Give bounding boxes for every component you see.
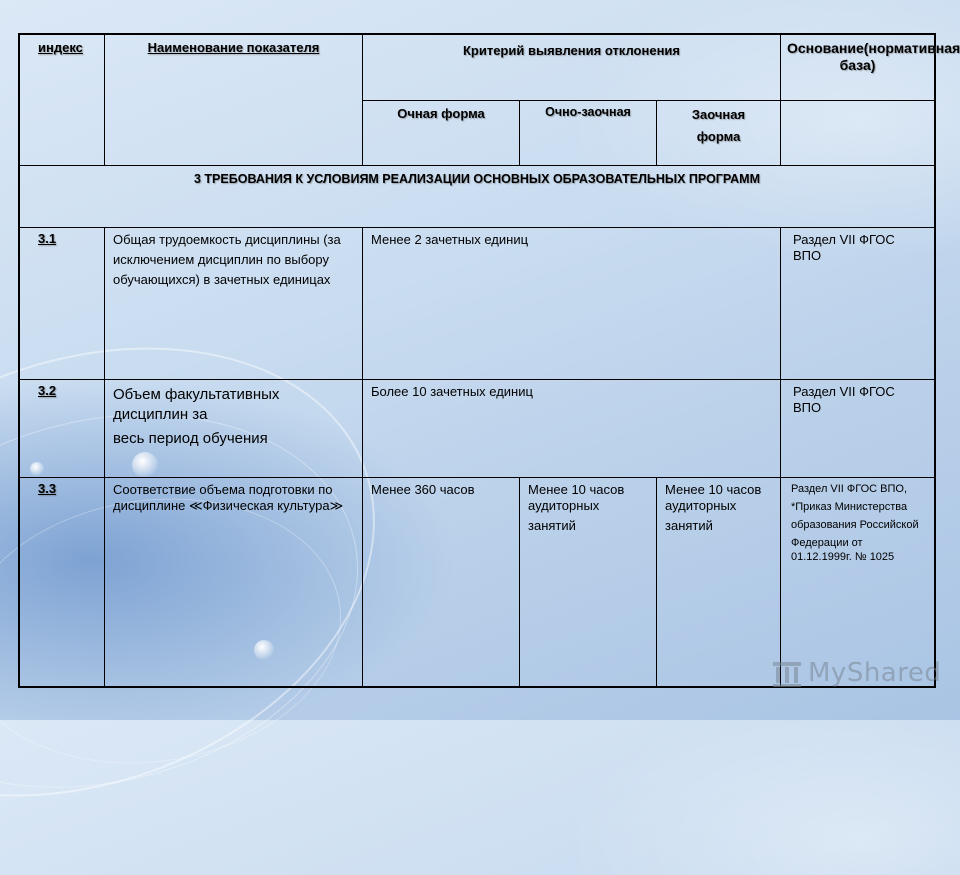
row-name-line: обучающихся) в зачетных единицах	[113, 272, 331, 287]
row-name-line: весь период обучения	[113, 430, 268, 447]
requirements-table	[18, 33, 960, 688]
watermark-text: MyShared	[808, 658, 942, 688]
header-criterion: Критерий выявления отклонения	[362, 35, 780, 100]
row-basis	[780, 477, 934, 686]
row-basis-line: образования Российской	[791, 519, 919, 531]
row-criterion-line: Менее 10 часов аудиторных	[528, 482, 625, 513]
watermark-logo	[770, 656, 942, 692]
row-criterion-line: занятий	[665, 518, 713, 533]
header-basis: Основание(нормативная база)	[780, 35, 934, 100]
row-basis-line: *Приказ Министерства	[791, 501, 908, 513]
row-criterion-line: занятий	[528, 518, 576, 533]
header-basis-empty	[780, 100, 934, 165]
row-name: Соответствие объема подготовки по дисциплине ≪Физическая культура≫	[104, 477, 362, 686]
row-name-line: Объем факультативных дисциплин за	[113, 386, 280, 423]
row-index: 3.1	[20, 227, 104, 379]
section-title: 3 ТРЕБОВАНИЯ К УСЛОВИЯМ РЕАЛИЗАЦИИ ОСНОВНЫХ ОБРАЗОВАТЕЛЬНЫХ ПРОГРАММ	[20, 165, 934, 227]
header-index: индекс	[38, 40, 83, 55]
header-full-time: Очная форма	[362, 100, 519, 165]
header-correspondence: Заочная форма	[656, 100, 780, 165]
row-basis-line: Федерации от 01.12.1999г. № 1025	[791, 537, 895, 563]
row-criterion: Более 10 зачетных единиц	[362, 379, 780, 477]
row-criterion-full-time: Менее 360 часов	[362, 477, 519, 686]
row-index: 3.2	[20, 379, 104, 477]
row-name	[104, 227, 362, 379]
row-index: 3.3	[20, 477, 104, 686]
row-criterion-correspondence	[656, 477, 780, 686]
header-name: Наименование показателя	[104, 35, 362, 165]
building-icon	[770, 656, 804, 690]
header-part-time: Очно-заочная	[519, 100, 656, 165]
row-criterion: Менее 2 зачетных единиц	[362, 227, 780, 379]
row-basis: Раздел VII ФГОС ВПО	[780, 227, 934, 379]
row-name-line: исключением дисциплин по выбору	[113, 252, 329, 267]
row-basis-line: Раздел VII ФГОС ВПО,	[791, 483, 908, 495]
row-name	[104, 379, 362, 477]
row-criterion-part-time	[519, 477, 656, 686]
row-name-line: Общая трудоемкость дисциплины (за	[113, 232, 341, 247]
row-criterion-line: Менее 10 часов аудиторных	[665, 482, 762, 513]
row-basis: Раздел VII ФГОС ВПО	[780, 379, 934, 477]
